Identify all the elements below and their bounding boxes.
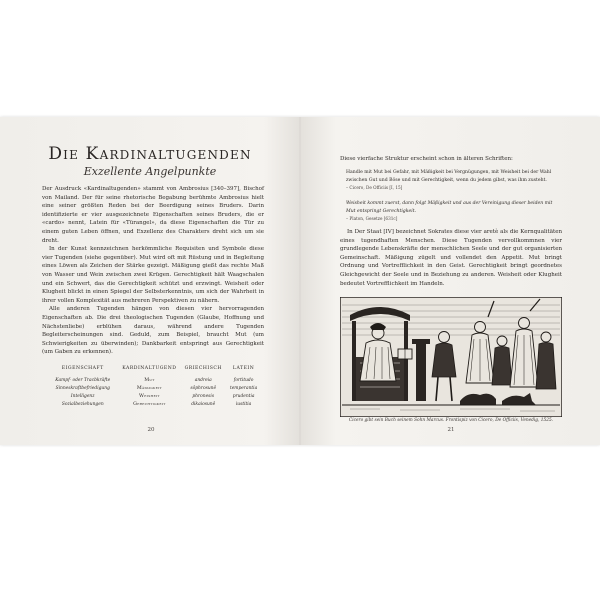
table-cell: Mut [144, 378, 155, 384]
paragraph-1: Der Ausdruck «Kardinaltugenden» stammt von Ambrosius [340–397], Bischof von Mailand. Der für seine rhetorische Begabung berühmte Ambrosius hielt eine seiner größten Reden bei der Beerdigung seines Bruders. Darin identifizierte er vier ausgezeichnete Eigenschaften seines Bruders, die er «cardo» nennt, Latein für «Türangel», da diese Eigenschaften die Tür zu einem guten Leben öffnen, und Exzellenz des Charakters dreht sich um sie dreht. [42, 186, 264, 244]
book-spread [0, 117, 600, 445]
page-title: Die Kardinaltugenden [48, 144, 252, 164]
quote-cicero [346, 169, 560, 192]
paragraph-2: In der Kunst kennzeichnen herkömmliche Requisiten und Symbole diese vier Tugenden (siehe gegenüber). Mut wird oft mit Rüstung und in Begleitung eines Löwen als Zeichen der Stärke gezeigt. Mäßigung gießt das rechte Maß von Wasser und Wein zwischen zwei Krügen. Gerechtigkeit hält Waagschalen und ein Schwert, das die Gerechtigkeit schützt und erzwingt. Weisheit oder Klugheit blickt in einen Spiegel der Selbsterkenntnis, um sich der Wahrheit in ihrer vollen Komplexität aus mehreren Perspektiven zu nähern. [42, 246, 264, 304]
quote-platon [346, 200, 560, 223]
table-cell: Intelligenz [70, 394, 95, 400]
quote-text: Handle mit Mut bei Gefahr, mit Mäßigkeit bei Vergnügungen, mit Weisheit bei der Wahl zwischen Gut und Böse und mit Gerechtigkeit, wenn du jedem gibst, was ihm zusteht. [346, 170, 552, 183]
table-header: GRIECHISCH [184, 366, 222, 371]
table-cell: prudentia [232, 394, 255, 400]
table-cell: andreia [194, 378, 212, 384]
page-subtitle: Exzellente Angelpunkte [83, 165, 217, 178]
illustration-caption: Cicero gibt sein Buch seinem Sohn Marcus. Frontispiz von Cicero, De Officiis, Venedig, 1525. [348, 418, 554, 423]
quote-source: – Cicero, De Officiis [I, 15] [346, 185, 403, 191]
woodcut-illustration [340, 297, 562, 417]
right-paragraph: In Der Staat [IV] bezeichnet Sokrates diese vier aretè als die Kernqualitäten eines tugendhaften Menschen. Diese Tugenden vervollkommnen vier grundlegende Lebenskräfte der menschlichen Seele und der gut organisierten Gemeinschaft. Mäßigung zügelt und vollendet den Appetit. Mut bringt Ordnung und Vortrefflichkeit in den Geist. Gerechtigkeit bringt geordnetes Gleichgewicht der Seele und in Beziehung zu anderen. Weisheit oder Klugheit bedeutet Vortrefflichkeit im Handeln. [340, 229, 562, 287]
table-row [48, 393, 262, 401]
table-cell: Gerechtigkeit [133, 402, 166, 408]
right-page [300, 117, 600, 445]
table-cell: sôphrosunê [190, 386, 217, 392]
table-row [48, 377, 262, 385]
table-header: KARDINALTUGEND [122, 366, 177, 371]
table-header: LATEIN [232, 366, 255, 371]
table-cell: fortitudo [233, 378, 254, 384]
quote-text: Weisheit kommt zuerst, dann folgt Mäßigkeit und aus der Vereinigung dieser beiden mit Mut entspringt Gerechtigkeit. [346, 201, 553, 214]
left-body-text [42, 185, 264, 357]
table-header: EIGENSCHAFT [61, 366, 104, 371]
table-header-row [48, 366, 262, 377]
left-page [0, 117, 300, 445]
table-cell: phronesis [192, 394, 215, 400]
table-cell: Kampf- oder Tracbkräfte [55, 378, 111, 384]
quote-source: – Platon, Gesetze [631c] [346, 216, 398, 222]
virtues-table [48, 366, 262, 409]
table-row [48, 385, 262, 393]
table-cell: Sinneskraftbefriedigung [55, 386, 110, 392]
table-cell: Sozialbeziehungen [61, 402, 104, 408]
paragraph-3: Alle anderen Tugenden hängen von diesen vier hervorragenden Eigenschaften ab. Die drei theologischen Tugenden (Glaube, Hoffnung und Nächstenliebe) erblühen daraus, während andere Tugenden Begleiterscheinungen sind. Geduld, zum Beispiel, braucht Mut (um Schwierigkeiten zu überwinden); Dankbarkeit entspringt aus Gerechtigkeit (um Gaben zu erkennen). [42, 306, 264, 356]
table-cell: iustitia [235, 402, 252, 408]
table-row [48, 401, 262, 409]
table-cell: Mäßigkeit [136, 386, 162, 392]
table-cell: temperantia [229, 386, 258, 392]
table-cell: Weisheit [138, 394, 160, 400]
page-number-left: 20 [147, 427, 155, 433]
intro-line: Diese vierfache Struktur erscheint schon in älteren Schriften: [340, 156, 513, 162]
table-cell: dikaiosunê [191, 402, 216, 408]
page-number-right: 21 [447, 427, 455, 433]
